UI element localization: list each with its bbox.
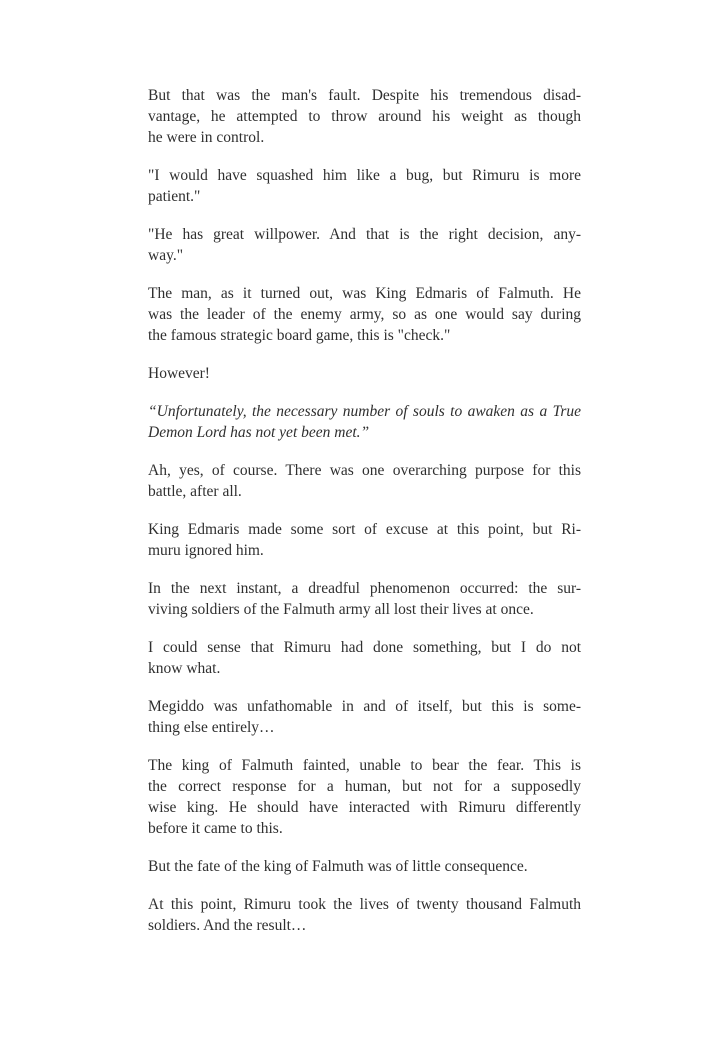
text-line: The king of Falmuth fainted, unable to bear the fear. This is — [148, 757, 581, 774]
paragraph — [148, 283, 581, 346]
text-line: the famous strategic board game, this is "check." — [148, 327, 451, 344]
paragraph — [148, 519, 581, 561]
paragraph — [148, 696, 581, 738]
paragraph — [148, 224, 581, 266]
text-line: vantage, he attempted to throw around his weight as though — [148, 108, 581, 125]
text-line: way." — [148, 247, 184, 264]
paragraph — [148, 894, 581, 936]
paragraph — [148, 578, 581, 620]
text-line: muru ignored him. — [148, 542, 264, 559]
text-line: patient." — [148, 188, 201, 205]
paragraph — [148, 856, 581, 877]
paragraph — [148, 363, 581, 384]
paragraph — [148, 637, 581, 679]
text-line: he were in control. — [148, 129, 265, 146]
text-line: "I would have squashed him like a bug, but Rimuru is more — [148, 167, 581, 184]
text-line: wise king. He should have interacted with Rimuru differently — [148, 799, 581, 816]
text-line: viving soldiers of the Falmuth army all lost their lives at once. — [148, 601, 534, 618]
text-line: “Unfortunately, the necessary number of souls to awaken as a True — [148, 403, 581, 420]
paragraph — [148, 401, 581, 443]
text-line: know what. — [148, 660, 221, 677]
text-line: Megiddo was unfathomable in and of itself, but this is some- — [148, 698, 581, 715]
text-line: the correct response for a human, but not for a supposedly — [148, 778, 581, 795]
text-line: thing else entirely… — [148, 719, 275, 736]
text-block — [148, 85, 581, 953]
paragraph — [148, 85, 581, 148]
text-line: soldiers. And the result… — [148, 917, 307, 934]
paragraph — [148, 165, 581, 207]
text-line: However! — [148, 365, 210, 382]
paragraph — [148, 460, 581, 502]
text-line: "He has great willpower. And that is the right decision, any- — [148, 226, 581, 243]
text-line: But the fate of the king of Falmuth was of little consequence. — [148, 858, 528, 875]
text-line: King Edmaris made some sort of excuse at this point, but Ri- — [148, 521, 581, 538]
text-line: Demon Lord has not yet been met.” — [148, 424, 370, 441]
text-line: Ah, yes, of course. There was one overarching purpose for this — [148, 462, 581, 479]
text-line: At this point, Rimuru took the lives of twenty thousand Falmuth — [148, 896, 581, 913]
text-line: The man, as it turned out, was King Edmaris of Falmuth. He — [148, 285, 581, 302]
text-line: was the leader of the enemy army, so as one would say during — [148, 306, 581, 323]
text-line: I could sense that Rimuru had done something, but I do not — [148, 639, 581, 656]
text-line: In the next instant, a dreadful phenomenon occurred: the sur- — [148, 580, 581, 597]
text-line: battle, after all. — [148, 483, 242, 500]
text-line: But that was the man's fault. Despite his tremendous disad- — [148, 87, 581, 104]
paragraph — [148, 755, 581, 839]
text-line: before it came to this. — [148, 820, 283, 837]
